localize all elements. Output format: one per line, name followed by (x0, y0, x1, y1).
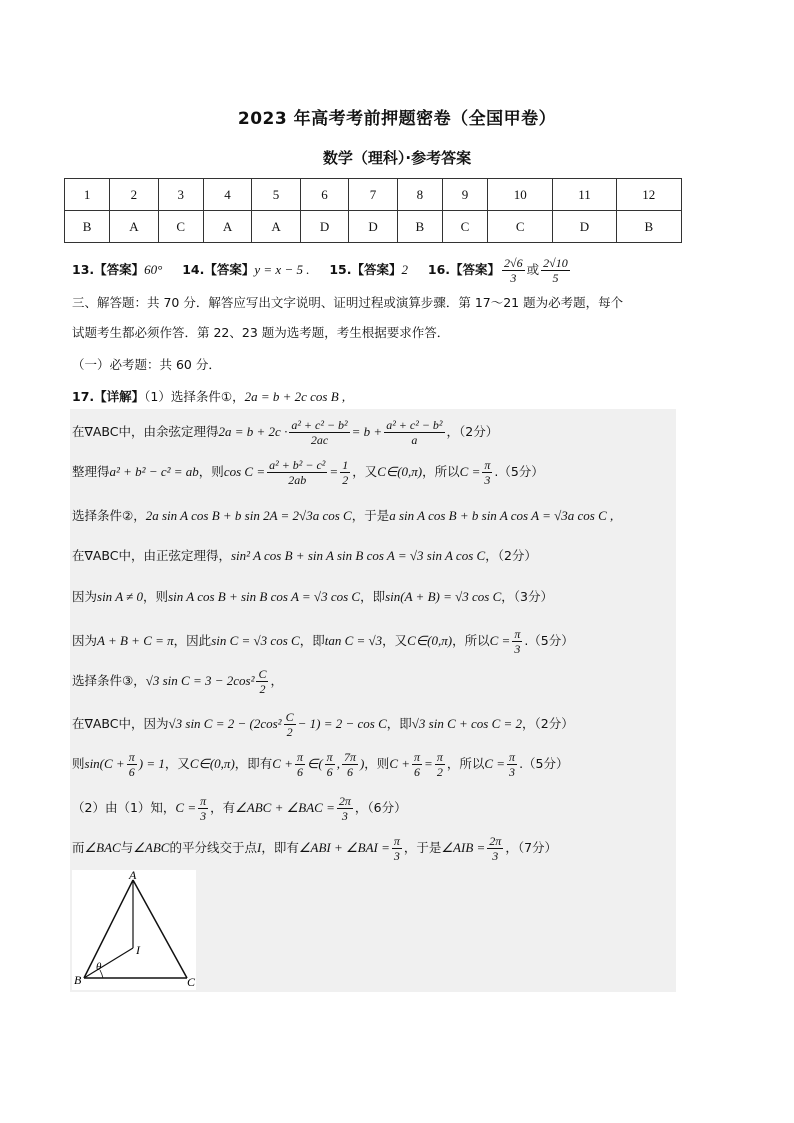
answer-number: 4 (203, 179, 252, 211)
q15-label: 15.【答案】 (329, 262, 402, 277)
q17-line-4: 在∇ABC中，由正弦定理得，sin² A cos B + sin A sin B cos A = √3 sin A cos C，（2分） (72, 548, 537, 563)
answer-table-answer-row (65, 211, 682, 243)
q14-value: y = x − 5 . (254, 262, 310, 277)
answer-number: 5 (252, 179, 301, 211)
answer-choice: B (65, 211, 110, 243)
q17-part1-intro: （1）选择条件①， (144, 389, 245, 404)
section3-line3: （一）必考题：共 60 分． (72, 357, 221, 372)
answer-number: 11 (553, 179, 616, 211)
q13-value: 60° (144, 262, 163, 277)
answer-number: 9 (442, 179, 487, 211)
page-title: 2023 年高考考前押题密卷（全国甲卷） (237, 109, 557, 129)
answer-number: 6 (300, 179, 349, 211)
answer-choice: D (300, 211, 349, 243)
answer-choice: A (110, 211, 159, 243)
point-label-i: I (136, 943, 140, 957)
q17-intro (72, 387, 345, 405)
vertex-label-a: A (129, 870, 137, 882)
angle-label-theta: θ (96, 961, 102, 973)
page-subtitle: 数学（理科）·参考答案 (322, 149, 472, 167)
q17-line-3: 选择条件②，2a sin A cos B + b sin 2A = 2√3a cos C，于是a sin A cos B + b sin A cos A = √3a cos C , (72, 508, 614, 523)
q14-label: 14.【答案】 (182, 262, 255, 277)
q17-line-6: 因为A + B + C = π，因此sin C = √3 cos C，即tan C = √3，又C∈(0,π)，所以C = $\frac{\pi}{3}$ .（5分） (72, 627, 574, 656)
answer-choice: A (203, 211, 252, 243)
vertex-label-b: B (74, 973, 82, 987)
answer-number: 10 (488, 179, 553, 211)
q17-line-11: 而∠BAC与∠ABC的平分线交于点I，即有∠ABI + ∠BAI = $\frac{\pi}{3}$ ，于是∠AIB = $\frac{2\pi}{3}$ ，（7分） (72, 834, 558, 863)
q16-label: 16.【答案】 (427, 262, 501, 277)
answer-choice: B (616, 211, 681, 243)
q16-or: 或 (526, 262, 540, 277)
triangle-diagram (72, 870, 196, 990)
q17-line-9: 则sin(C + $\frac{\pi}{6}$ ) = 1，又C∈(0,π)，即有C + $\frac{\pi}{6}$ ∈( $\frac{\pi}{6}$ , $\frac{7\pi}{6}$ )，则C + $\frac{\pi}{6}$ = $\frac{\pi}{2}$ ，所以C = $\frac{\pi}{3}$ .（5分） (72, 750, 569, 779)
q17-line-7: 选择条件③，√3 sin C = 3 − 2cos² $\frac{C}{2}$ ， (72, 667, 283, 696)
section3-line2: 试题考生都必须作答．第 22、23 题为选考题，考生根据要求作答． (72, 325, 450, 340)
answer-number: 3 (158, 179, 203, 211)
answer-choice: C (442, 211, 487, 243)
q15-value: 2 (401, 262, 409, 277)
answer-choice: C (488, 211, 553, 243)
answer-table (64, 178, 682, 243)
answer-number: 1 (65, 179, 110, 211)
answer-choice: D (553, 211, 616, 243)
answer-number: 8 (397, 179, 442, 211)
q17-line-1: 在∇ABC中，由余弦定理得2a = b + 2c · $\frac{\text{a² + c² − b²}}{2ac}$ = b + $\frac{\text{a² + c² − b²}}{a}$ ，（2分） (72, 418, 499, 447)
vertex-label-c: C (187, 975, 196, 989)
q17-line-8: 在∇ABC中，因为√3 sin C = 2 − (2cos² $\frac{C}{2}$ − 1) = 2 − cos C，即√3 sin C + cos C = 2，（2分） (72, 710, 574, 739)
q17-line-10: （2）由（1）知，C = $\frac{\pi}{3}$ ，有∠ABC + ∠BAC = $\frac{2\pi}{3}$ ，（6分） (72, 794, 407, 823)
answer-number: 2 (110, 179, 159, 211)
q13-label: 13.【答案】 (72, 262, 145, 277)
answer-choice: B (397, 211, 442, 243)
answer-number: 7 (349, 179, 398, 211)
section3-line1: 三、解答题：共 70 分．解答应写出文字说明、证明过程或演算步骤．第 17～21 题为必考题，每个 (72, 295, 624, 310)
answer-choice: A (252, 211, 301, 243)
q17-label: 17.【详解】 (72, 389, 145, 404)
q16-fraction-1: $\frac{2√6}{3}$ (504, 256, 523, 285)
answer-choice: D (349, 211, 398, 243)
side-ac (133, 880, 187, 978)
answer-choice: C (158, 211, 203, 243)
q17-line-2: 整理得a² + b² − c² = ab，则cos C = $\frac{\text{a² + b² − c²}}{2ab}$ = $\frac{1}{2}$ ，又C∈(0,π)，所以C = $\frac{\pi}{3}$ .（5分） (72, 458, 544, 487)
q17-line-5: 因为sin A ≠ 0，则sin A cos B + sin B cos A = √3 cos C，即sin(A + B) = √3 cos C，（3分） (72, 589, 553, 604)
q16-fraction-2: $\frac{2√10}{5}$ (543, 256, 568, 285)
q17-condition-1: 2a = b + 2c cos B , (244, 389, 346, 404)
triangle-figure (72, 870, 196, 990)
answer-table-number-row (65, 179, 682, 211)
fill-in-answers (72, 256, 572, 285)
answer-number: 12 (616, 179, 681, 211)
